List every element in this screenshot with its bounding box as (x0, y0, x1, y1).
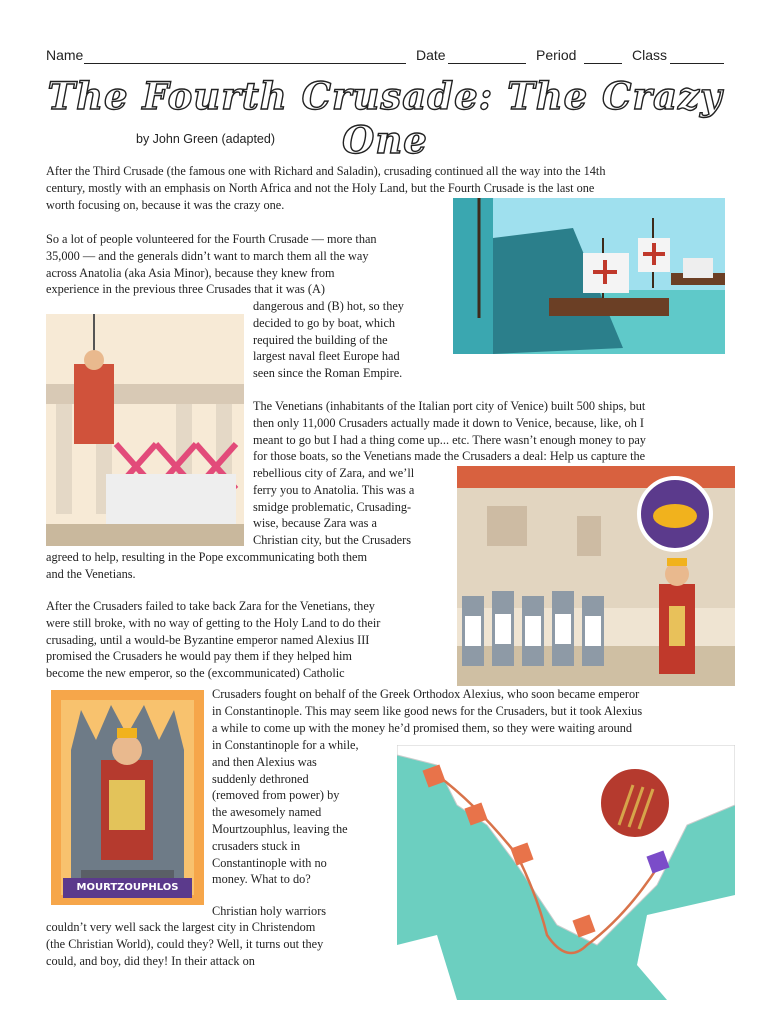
text-line: Crusaders fought on behalf of the Greek Orthodox Alexius, who soon became emperor (212, 687, 640, 701)
text-line: After the Third Crusade (the famous one with Richard and Saladin), crusading continued all the way into the 14th (46, 164, 606, 178)
paragraph-3-cont (253, 465, 414, 549)
class-label: Class (632, 47, 668, 63)
text-line: dangerous and (B) hot, so they (253, 299, 404, 313)
paragraph-4 (46, 598, 380, 682)
text-line: in Constantinople for a while, (212, 738, 359, 752)
text-line: the awesomely named (212, 805, 322, 820)
text-line: seen since the Roman Empire. (253, 366, 403, 381)
text-line: So a lot of people volunteered for the Fourth Crusade — more than (46, 232, 377, 246)
page-title: The Fourth Crusade: The Crazy One (47, 74, 723, 162)
alexius-crusaders-illustration (457, 466, 735, 686)
text-line: money. What to do? (212, 872, 311, 887)
text-line: promised the Crusaders he would pay them if they helped him (46, 649, 352, 664)
text-line: Mourtzouphlus, leaving the (212, 821, 348, 836)
text-line: largest naval fleet Europe had (253, 349, 400, 364)
text-line: could, and boy, did they! In their attack on (46, 953, 255, 968)
name-field[interactable] (84, 63, 406, 64)
text-line: The Venetians (inhabitants of the Italian port city of Venice) built 500 ships, but (253, 399, 646, 413)
mourtzouphlos-illustration (51, 690, 204, 905)
fleet-illustration (453, 198, 725, 354)
text-line: across Anatolia (aka Asia Minor), because they knew from (46, 265, 335, 280)
period-field[interactable] (584, 63, 622, 64)
text-line: and then Alexius was (212, 754, 317, 769)
text-line: in Constantinople. This may seem like good news for the Crusaders, but it took Alexius (212, 703, 643, 718)
paragraph-3-end (46, 549, 367, 583)
text-line: crusaders stuck in (212, 838, 301, 853)
class-field[interactable] (670, 63, 724, 64)
paragraph-2 (46, 231, 377, 298)
text-line: couldn’t very well sack the largest city in Christendom (46, 920, 316, 934)
text-line: (removed from power) by (212, 788, 340, 803)
text-line: for those boats, so the Venetians made the Crusaders a deal: Help us capture the (253, 449, 646, 464)
text-line: decided to go by boat, which (253, 315, 396, 330)
text-line: agreed to help, resulting in the Pope excommunicating both them (46, 550, 368, 564)
text-line: ferry you to Anatolia. This was a (253, 482, 415, 497)
text-line: were still broke, with no way of getting to the Holy Land to do their (46, 615, 381, 630)
text-line: 35,000 — and the generals didn’t want to march them all the way (46, 248, 369, 263)
text-line: century, mostly with an emphasis on North Africa and not the Holy Land, but the Fourth Crusade is the last one (46, 180, 595, 195)
date-label: Date (416, 47, 446, 63)
text-line: Constantinople with no (212, 855, 327, 870)
paragraph-2-cont (253, 298, 404, 382)
excommunication-illustration (46, 314, 244, 546)
text-line: smidge problematic, Crusading- (253, 499, 412, 514)
text-line: worth focusing on, because it was the crazy one. (46, 197, 285, 212)
paragraph-4-cont (212, 686, 642, 736)
name-label: Name (46, 47, 84, 63)
text-line: Christian city, but the Crusaders (253, 533, 412, 548)
paragraph-4-end (212, 737, 359, 888)
paragraph-5-cont (46, 919, 323, 969)
text-line: rebellious city of Zara, and we’ll (253, 466, 415, 480)
text-line: required the building of the (253, 332, 388, 347)
text-line: become the new emperor, so the (excommunicated) Catholic (46, 666, 345, 681)
date-field[interactable] (448, 63, 526, 64)
text-line: a while to come up with the money he’d promised them, so they were waiting around (212, 720, 633, 735)
text-line: meant to go but I had a thing come up... etc. There wasn’t enough money to pay (253, 432, 646, 447)
text-line: After the Crusaders failed to take back Zara for the Venetians, they (46, 599, 375, 613)
byline: by John Green (adapted) (136, 132, 275, 146)
crusade-route-map (397, 745, 735, 1000)
period-label: Period (536, 47, 577, 63)
text-line: then only 11,000 Crusaders actually made it down to Venice, because, like, oh I (253, 415, 645, 430)
text-line: crusading, until a would-be Byzantine emperor named Alexius III (46, 632, 370, 647)
text-line: suddenly dethroned (212, 771, 309, 786)
text-line: and the Venetians. (46, 566, 136, 581)
text-line: Christian holy warriors (212, 904, 327, 918)
paragraph-5 (212, 903, 326, 920)
text-line: (the Christian World), could they? Well, it turns out they (46, 936, 324, 951)
throne-banner: MOURTZOUPHLOS (63, 878, 192, 898)
paragraph-3 (253, 398, 646, 465)
text-line: wise, because Zara was a (253, 516, 377, 531)
text-line: experience in the previous three Crusades that it was (A) (46, 282, 325, 297)
